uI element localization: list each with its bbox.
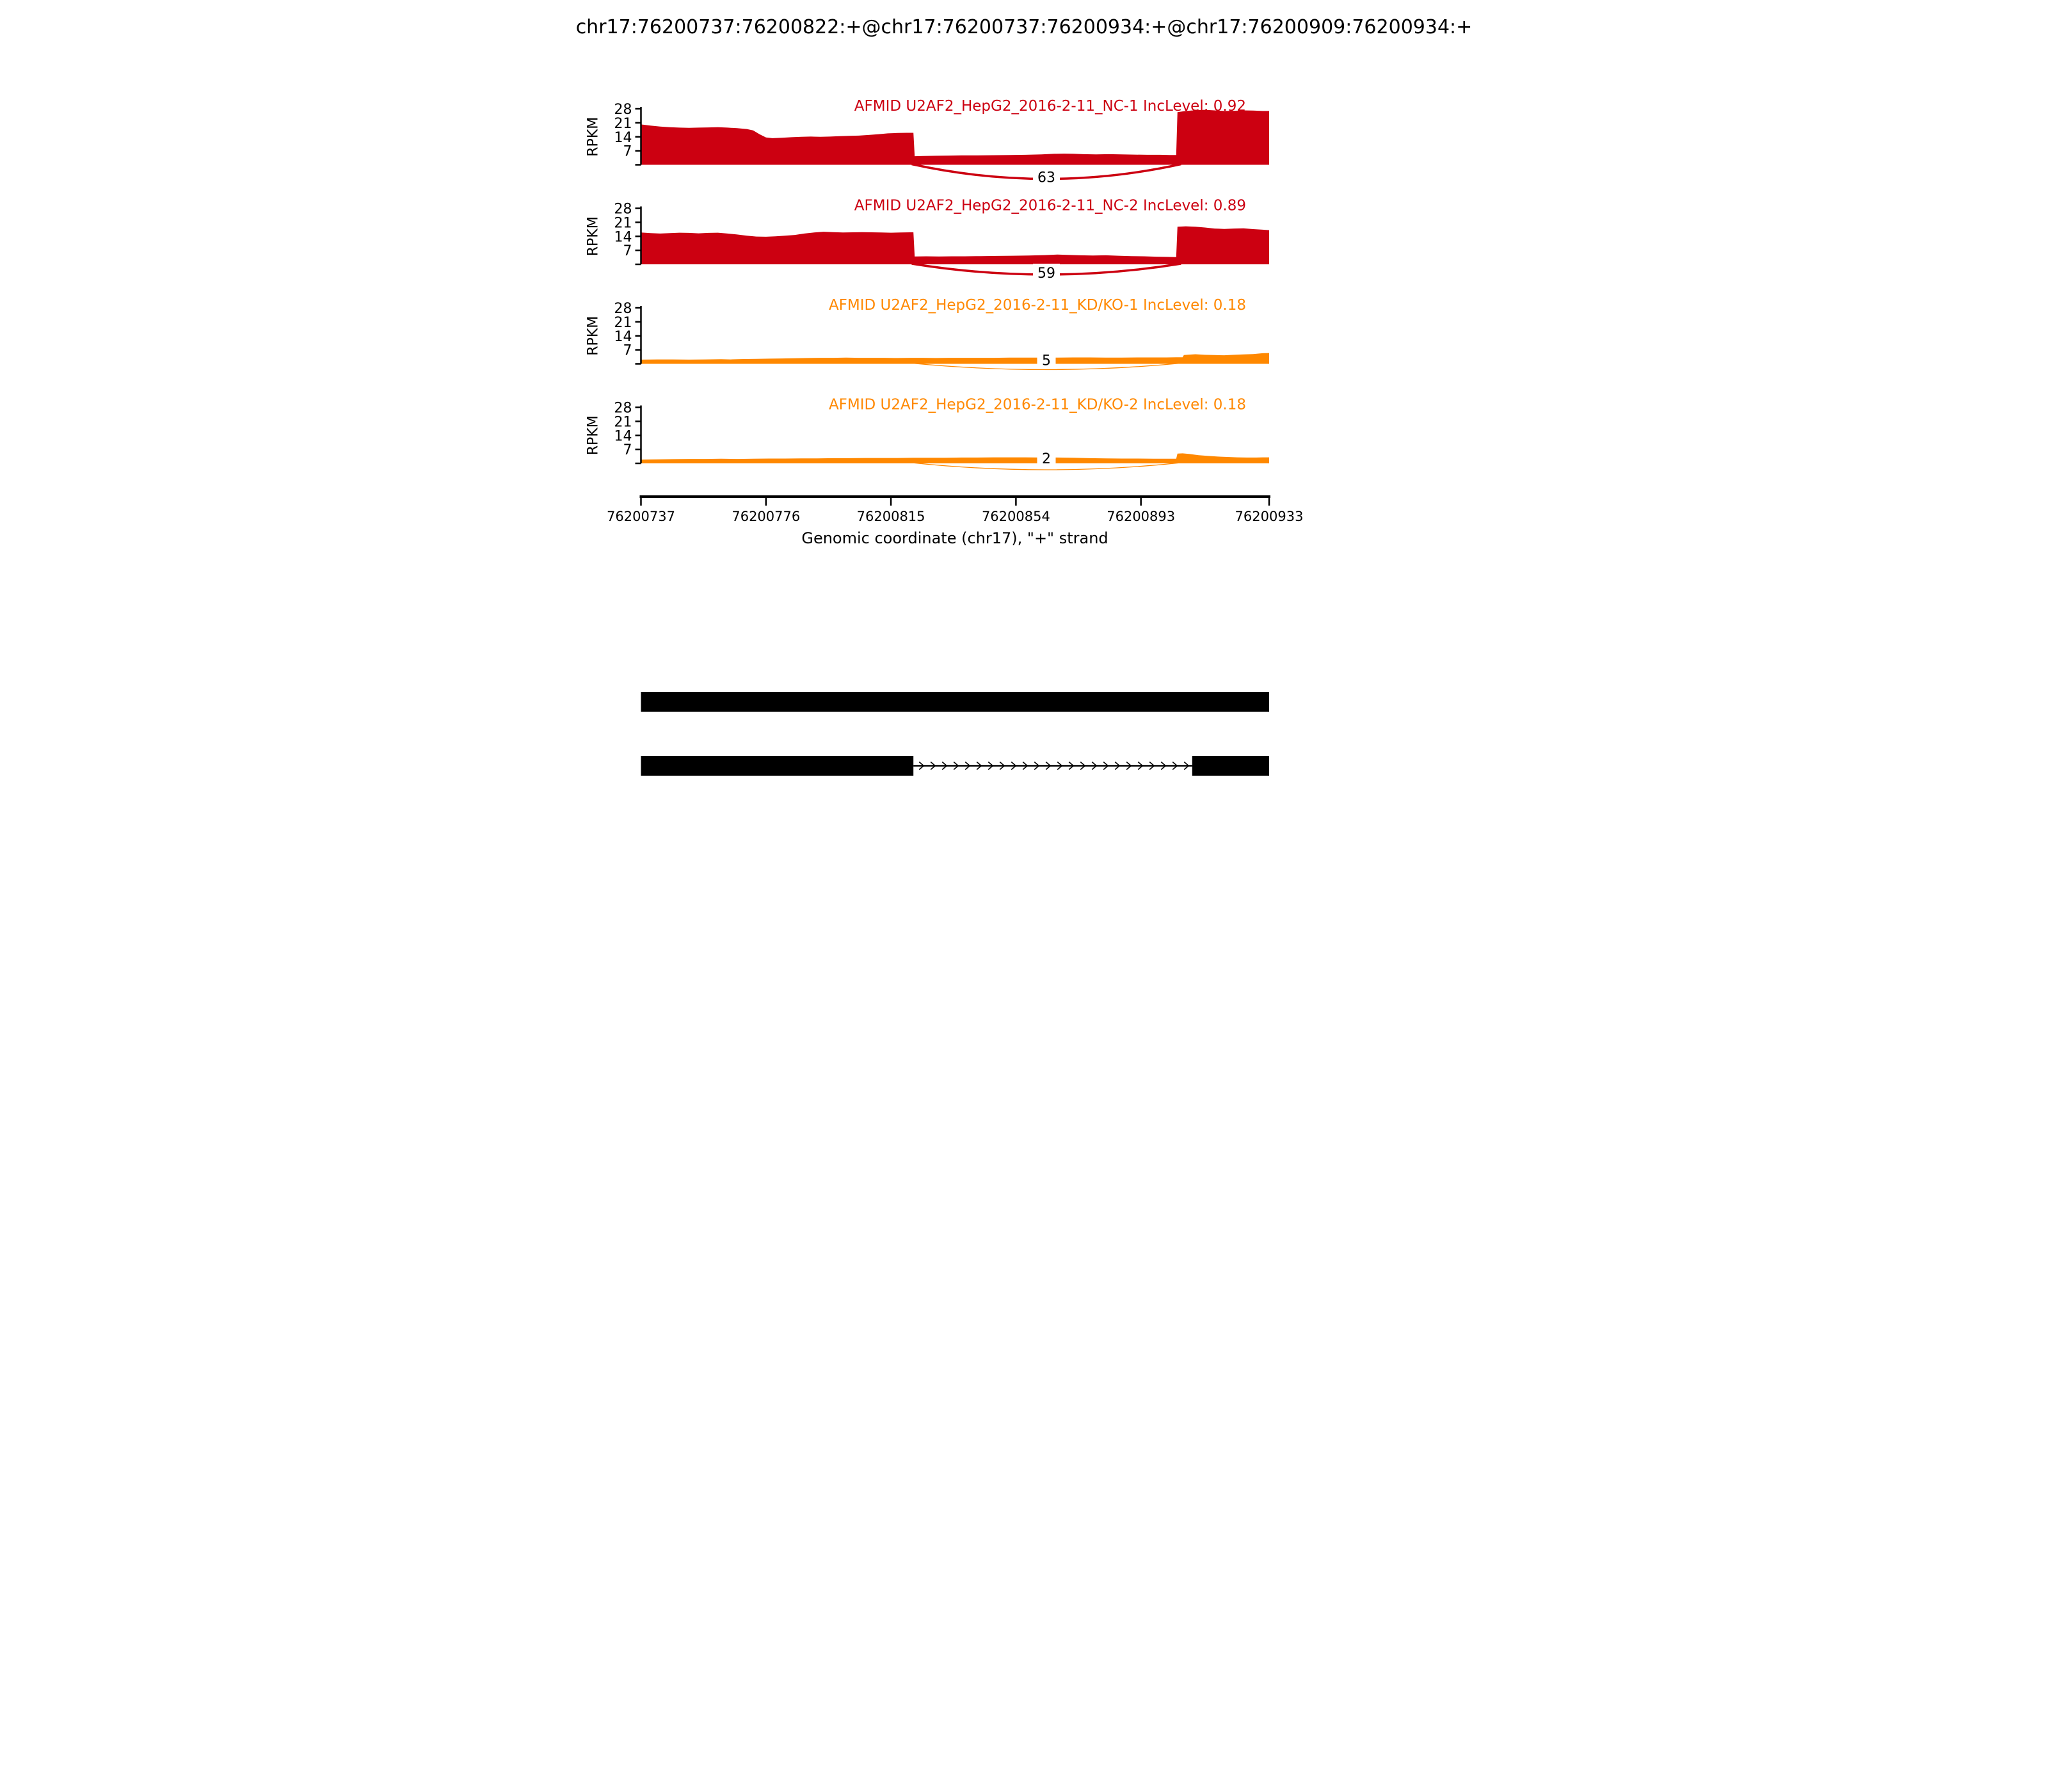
track-label: AFMID U2AF2_HepG2_2016-2-11_KD/KO-2 IncLevel: 0.18 — [828, 396, 1246, 413]
y-tick-label: 28 — [614, 201, 632, 218]
y-tick-label: 7 — [623, 342, 632, 359]
y-tick-label: 7 — [623, 243, 632, 260]
x-tick-label: 76200815 — [856, 509, 925, 524]
x-tick-label: 76200893 — [1107, 509, 1176, 524]
junction-count: 5 — [1042, 353, 1051, 369]
y-tick-label: 14 — [614, 229, 632, 246]
junction-count: 59 — [1037, 266, 1055, 282]
y-axis-label: RPKM — [585, 415, 602, 456]
x-tick-label: 76200854 — [981, 509, 1050, 524]
x-tick-label: 76200737 — [607, 509, 675, 524]
exon-block — [641, 756, 914, 776]
junction-count: 2 — [1042, 451, 1051, 467]
x-axis-title: Genomic coordinate (chr17), "+" strand — [801, 529, 1108, 547]
y-tick-label: 14 — [614, 129, 632, 146]
inclusion-isoform — [641, 692, 1270, 712]
sashimi-plot-canvas — [512, 0, 1536, 896]
x-tick-label: 76200933 — [1235, 509, 1304, 524]
y-tick-label: 14 — [614, 328, 632, 345]
y-axis-label: RPKM — [585, 216, 602, 257]
y-tick-label: 21 — [614, 314, 632, 331]
y-tick-label: 21 — [614, 115, 632, 132]
y-tick-label: 7 — [623, 442, 632, 459]
y-tick-label: 21 — [614, 215, 632, 232]
y-axis-label: RPKM — [585, 316, 602, 356]
exon-block — [1192, 756, 1269, 776]
y-tick-label: 28 — [614, 400, 632, 417]
junction-count: 63 — [1037, 170, 1055, 186]
y-tick-label: 21 — [614, 414, 632, 431]
track-label: AFMID U2AF2_HepG2_2016-2-11_KD/KO-1 IncLevel: 0.18 — [828, 297, 1246, 314]
y-axis-label: RPKM — [585, 116, 602, 157]
exon-block — [641, 692, 1270, 712]
track-label: AFMID U2AF2_HepG2_2016-2-11_NC-2 IncLevel: 0.89 — [854, 197, 1246, 214]
x-tick-label: 76200776 — [732, 509, 801, 524]
y-tick-label: 7 — [623, 143, 632, 160]
track-label: AFMID U2AF2_HepG2_2016-2-11_NC-1 IncLevel: 0.92 — [854, 98, 1246, 115]
y-tick-label: 28 — [614, 301, 632, 317]
y-tick-label: 28 — [614, 102, 632, 118]
figure-title: chr17:76200737:76200822:+@chr17:76200737:76200934:+@chr17:76200909:76200934:+ — [575, 16, 1473, 38]
y-tick-label: 14 — [614, 428, 632, 445]
sashimi-plot-figure — [512, 0, 1536, 896]
